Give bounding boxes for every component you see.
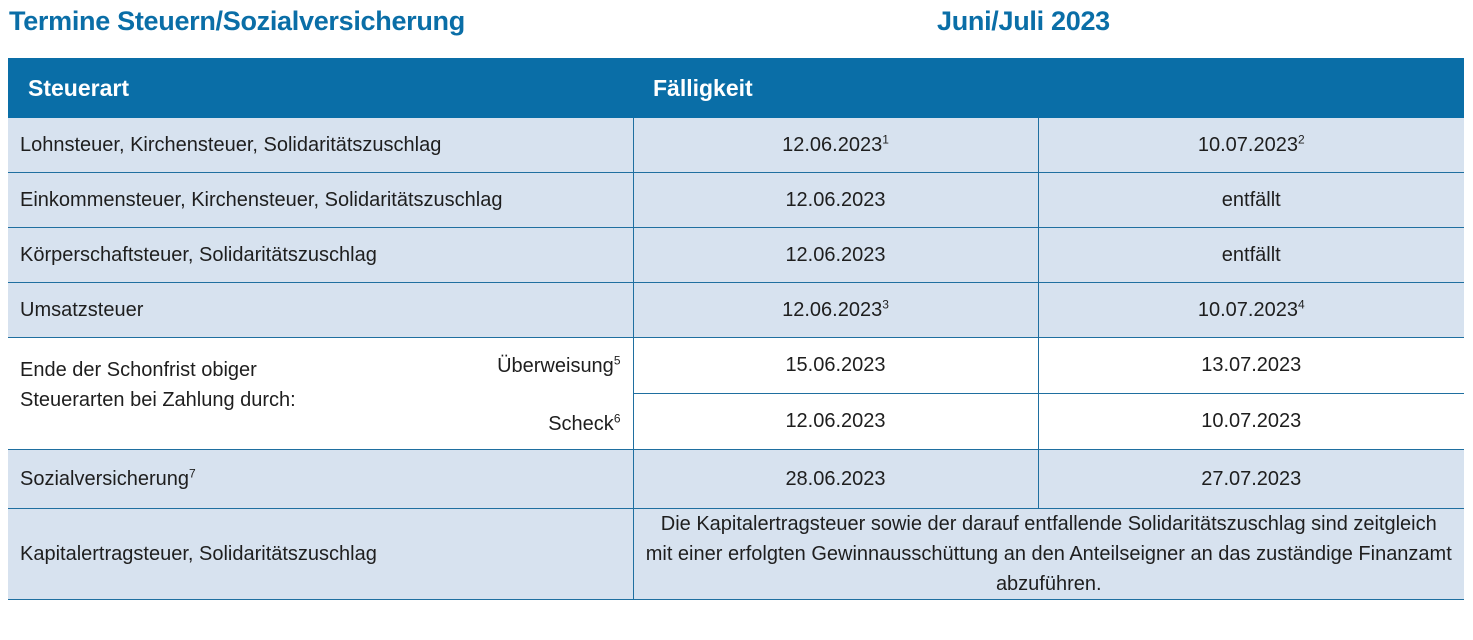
table-row-kapitalertragsteuer — [8, 509, 1464, 600]
header-faelligkeit: Fälligkeit — [633, 58, 1464, 118]
footnote-marker: 3 — [882, 296, 889, 311]
tax-deadlines-table — [8, 58, 1464, 600]
date-value: 12.06.2023 — [782, 133, 883, 156]
footnote-marker: 7 — [188, 465, 196, 480]
page-title: Termine Steuern/Sozialversicherung — [9, 6, 465, 36]
table-row — [8, 173, 1464, 228]
date-juli: 27.07.2023 — [1038, 450, 1464, 509]
scheck-text: Scheck — [548, 412, 614, 435]
header-steuerart: Steuerart — [8, 58, 633, 118]
table-row-sozialversicherung — [8, 450, 1464, 509]
schonfrist-label: Ende der Schonfrist obiger Steuerarten bei Zahlung durch: — [20, 358, 296, 411]
ueberweisung-label — [497, 352, 621, 378]
scheck-label — [548, 410, 621, 436]
table-row — [8, 228, 1464, 283]
footnote-marker: 6 — [613, 410, 621, 425]
footnote-marker: 5 — [613, 352, 621, 367]
date-value: 10.07.2023 — [1197, 298, 1298, 321]
date-value: 10.07.2023 — [1197, 133, 1298, 156]
kapital-note: Die Kapitalertragsteuer sowie der darauf entfallende Solidaritätszuschlag sind zeitgleich mit einer erfolgten Gewinnausschüttung an den Anteilseigner an das zuständige Finanzamt abzuführen. — [633, 509, 1464, 600]
date-juli: entfällt — [1038, 228, 1464, 283]
footnote-marker: 1 — [882, 131, 889, 146]
date-juli: entfällt — [1038, 173, 1464, 228]
date-juli — [1038, 283, 1464, 338]
table-row — [8, 118, 1464, 173]
date-juni: 12.06.2023 — [633, 228, 1038, 283]
footnote-marker: 2 — [1297, 131, 1305, 146]
table-row-schonfrist-ueberweisung — [8, 338, 1464, 394]
period-title: Juni/Juli 2023 — [937, 6, 1110, 36]
row-label: Kapitalertragsteuer, Solidaritätszuschlag — [8, 509, 633, 600]
date-juni: 12.06.2023 — [633, 173, 1038, 228]
row-label: Lohnsteuer, Kirchensteuer, Solidaritätszuschlag — [8, 118, 633, 173]
date-juni: 28.06.2023 — [633, 450, 1038, 509]
row-label — [8, 450, 633, 509]
date-juli — [1038, 118, 1464, 173]
date-juni — [633, 283, 1038, 338]
row-label: Einkommensteuer, Kirchensteuer, Solidaritätszuschlag — [8, 173, 633, 228]
row-label: Körperschaftsteuer, Solidaritätszuschlag — [8, 228, 633, 283]
date-juni: 12.06.2023 — [633, 394, 1038, 450]
table-header-row — [8, 58, 1464, 118]
ueberweisung-text: Überweisung — [497, 354, 614, 377]
sozial-label: Sozialversicherung — [20, 467, 189, 490]
row-label: Umsatzsteuer — [8, 283, 633, 338]
schonfrist-label-cell — [8, 338, 633, 450]
date-juli: 10.07.2023 — [1038, 394, 1464, 450]
date-juni — [633, 118, 1038, 173]
date-juli: 13.07.2023 — [1038, 338, 1464, 394]
date-juni: 15.06.2023 — [633, 338, 1038, 394]
date-value: 12.06.2023 — [782, 298, 883, 321]
footnote-marker: 4 — [1297, 296, 1305, 311]
table-row — [8, 283, 1464, 338]
